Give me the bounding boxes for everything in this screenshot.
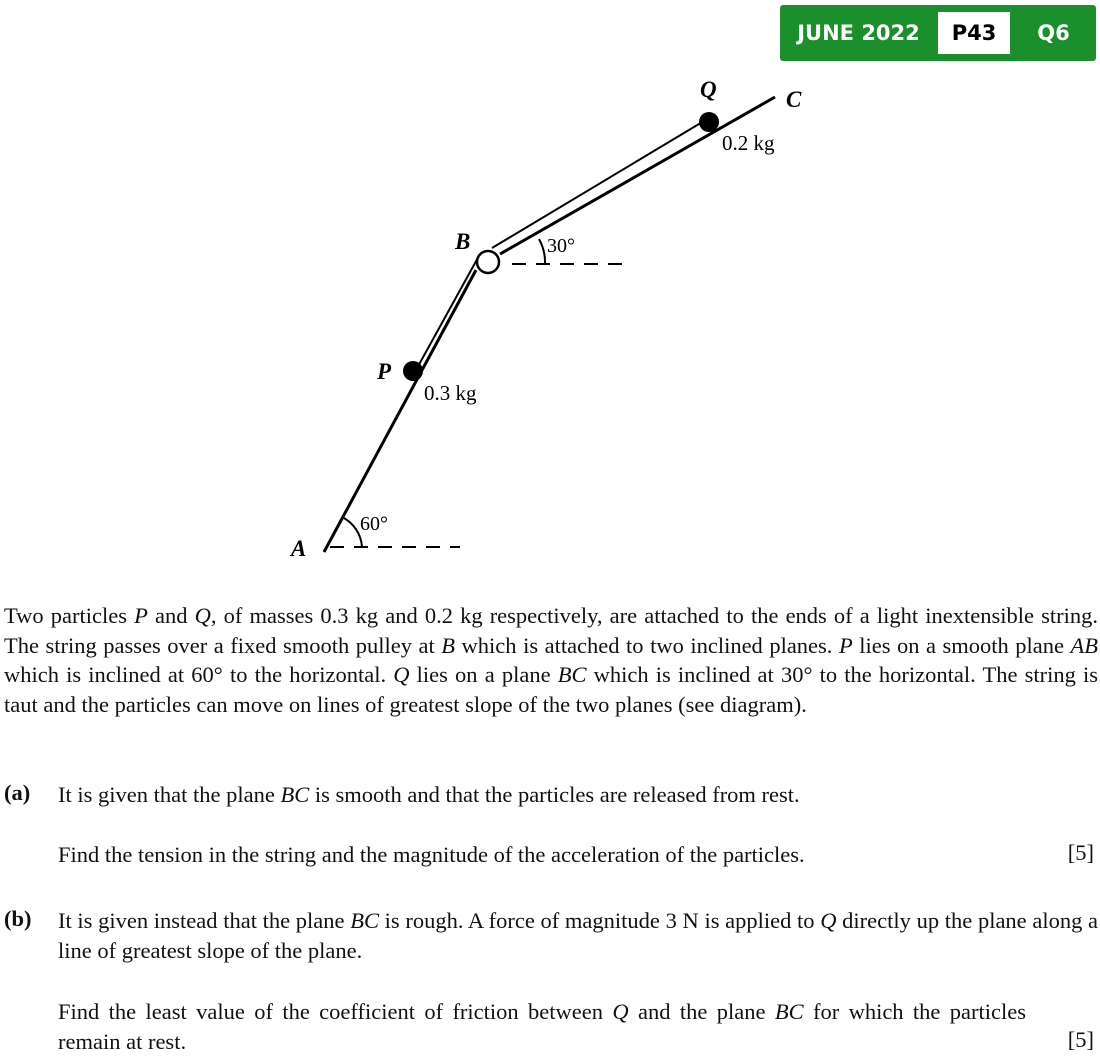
part-b-text: directly up the plane along a line of greatest slope of the plane. <box>58 908 1099 963</box>
intro-text: which is attached to two inclined planes. <box>455 632 839 658</box>
part-a-var: BC <box>280 782 310 807</box>
part-b-text: is rough. A force of magnitude 3 N is applied to <box>378 908 821 933</box>
intro-text: which is inclined at 60° to the horizontal. <box>4 662 394 688</box>
intro-text: which is inclined at 30° to the horizontal. The string is taut and the particles can move on lines of greatest slope of the two planes (see diagram). <box>4 662 1099 717</box>
intro-paragraph <box>4 601 1098 719</box>
intro-var: P <box>838 632 853 658</box>
intro-var: BC <box>557 662 587 688</box>
intro-text: Two particles <box>4 603 135 628</box>
string-segment-pb <box>416 254 480 370</box>
part-b-given <box>58 906 1098 965</box>
part-b-marks: [5] <box>1067 1027 1094 1052</box>
particle-q <box>699 112 719 132</box>
label-angle-60: 60° <box>360 513 388 535</box>
plane-bc-line <box>500 97 775 254</box>
part-b-label: (b) <box>4 906 32 931</box>
label-angle-30: 30° <box>547 235 575 257</box>
part-b-var: Q <box>820 908 837 933</box>
badge-question: Q6 <box>1037 21 1070 45</box>
part-a-task: Find the tension in the string and the magnitude of the acceleration of the particles. <box>58 842 805 867</box>
part-a-label: (a) <box>4 780 31 805</box>
badge-session: JUNE 2022 <box>797 21 920 45</box>
part-b-task <box>58 997 1026 1056</box>
intro-var: P <box>134 603 148 628</box>
intro-var: Q <box>393 662 410 688</box>
plane-ab-line <box>324 270 476 552</box>
intro-var: B <box>441 632 456 658</box>
question-intro <box>4 601 1098 719</box>
pulley-b <box>477 251 499 273</box>
part-b-text: It is given instead that the plane <box>58 908 351 933</box>
label-mass-q: 0.2 kg <box>722 131 775 155</box>
part-b-text: for which the particles remain at rest. <box>58 999 1027 1054</box>
particle-p <box>403 361 423 381</box>
label-particle-p: P <box>377 359 392 384</box>
part-b-var: BC <box>350 908 379 933</box>
label-point-c: C <box>786 87 802 112</box>
intro-text: , of masses 0.3 kg and 0.2 kg respectively, are attached to the ends of a light inextensible string. The string passes over a fixed smooth pulley at <box>4 603 1098 658</box>
part-b-text: and the plane <box>628 999 775 1024</box>
angle-arc-a <box>342 517 362 547</box>
label-point-a: A <box>291 536 307 561</box>
intro-var: AB <box>1070 632 1099 658</box>
intro-text: and <box>147 603 195 628</box>
inclined-planes-diagram <box>0 70 820 570</box>
string-segment-bq <box>492 118 709 248</box>
label-particle-q: Q <box>700 77 717 102</box>
part-a-text: is smooth and that the particles are released from rest. <box>309 782 800 807</box>
part-a-given <box>58 780 1098 810</box>
intro-var: Q <box>194 603 211 628</box>
exam-reference-badge <box>780 5 1096 61</box>
intro-text: lies on a smooth plane <box>852 632 1071 658</box>
part-b-var: BC <box>774 999 804 1024</box>
label-mass-p: 0.3 kg <box>424 381 477 405</box>
label-point-b: B <box>455 229 471 254</box>
angle-arc-b <box>539 239 545 264</box>
part-a-text: It is given that the plane <box>58 782 281 807</box>
badge-paper: P43 <box>938 12 1010 54</box>
part-a-marks: [5] <box>1067 840 1094 865</box>
part-b-text: Find the least value of the coefficient of friction between <box>58 999 613 1024</box>
part-b-var: Q <box>612 999 629 1024</box>
intro-text: lies on a plane <box>409 662 558 688</box>
